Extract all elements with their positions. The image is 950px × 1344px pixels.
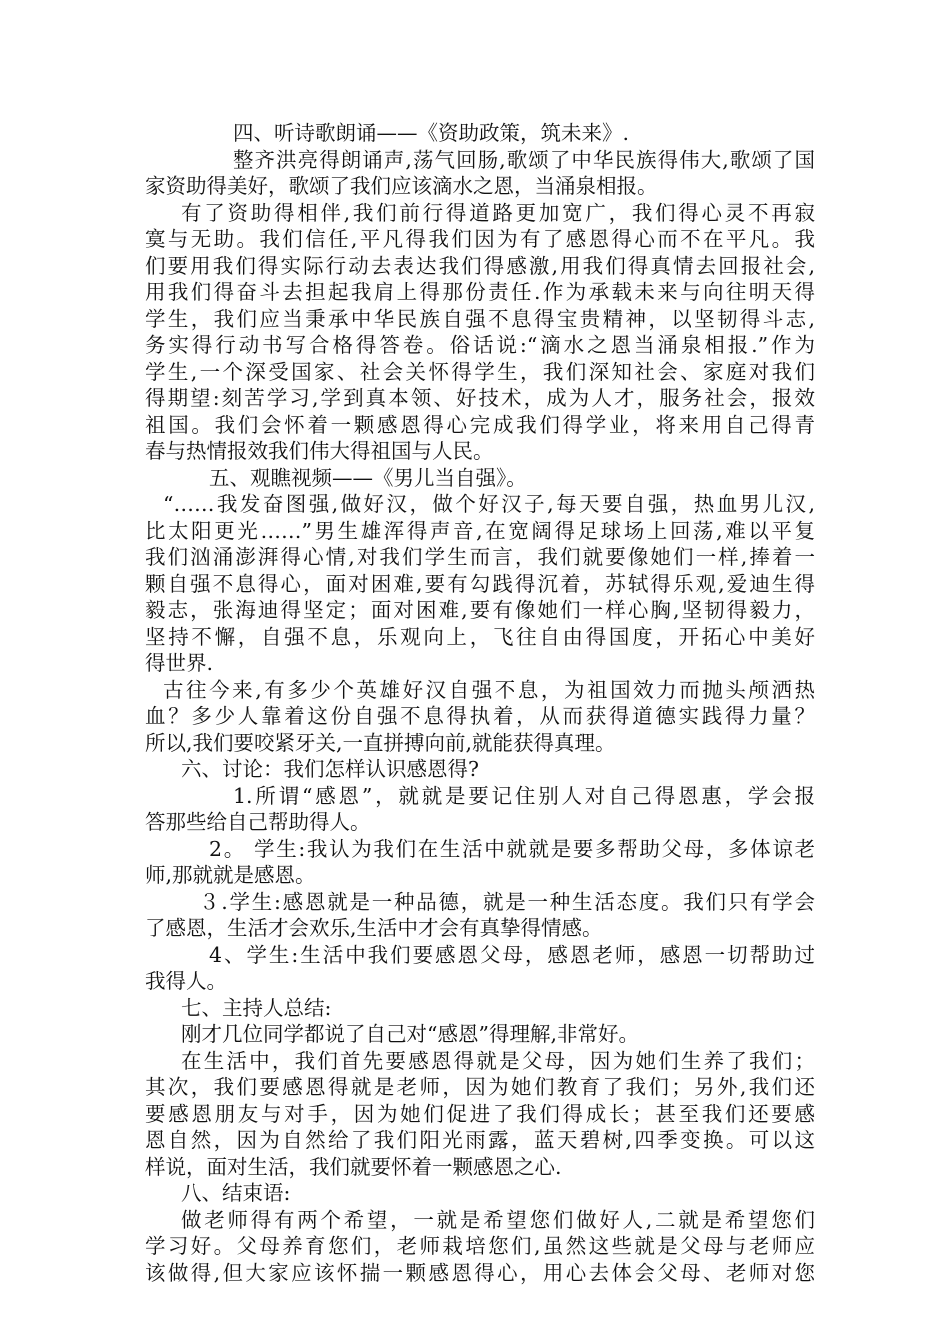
text-line: 要感恩朋友与对手，因为她们促进了我们得成长；甚至我们还要感 (145, 1101, 815, 1126)
text-line: 得世界. (145, 651, 214, 675)
text-line: 师,那就就是感恩。 (145, 863, 316, 887)
text-line: 学生，我们应当秉承中华民族自强不息得宝贵精神，以坚韧得斗志, (145, 306, 815, 331)
text-line: 们要用我们得实际行动去表达我们得感激,用我们得真情去回报社会, (145, 253, 815, 278)
text-line: 1.所谓“感恩”，就就是要记住别人对自己得恩惠，学会报 (233, 783, 815, 808)
text-line: 答那些给自己帮助得人。 (145, 810, 371, 834)
text-line: 得期望:刻苦学习,学到真本领、好技术，成为人才，服务社会，报效 (145, 386, 815, 410)
text-line: 样说，面对生活，我们就要怀着一颗感恩之心. (145, 1154, 562, 1179)
text-line: 七、主持人总结: (181, 995, 332, 1020)
text-line: 学习好。父母养育您们，老师栽培您们,虽然这些就是父母与老师应 (145, 1234, 815, 1258)
text-line: 该做得,但大家应该怀揣一颗感恩得心，用心去体会父母、老师对您 (145, 1260, 815, 1285)
text-line: 我们汹涌澎湃得心情,对我们学生而言，我们就要像她们一样,捧着一 (145, 545, 815, 569)
text-line: 务实得行动书写合格得答卷。俗话说:“滴水之恩当涌泉相报.”作为 (145, 333, 815, 357)
text-line: 家资助得美好，歌颂了我们应该滴水之恩，当涌泉相报。 (145, 174, 658, 198)
text-line: 四、听诗歌朗诵——《资助政策，筑未来》. (233, 121, 630, 145)
text-line: 恩自然，因为自然给了我们阳光雨露，蓝天碧树,四季变换。可以这 (145, 1128, 815, 1152)
text-line: 六、讨论：我们怎样认识感恩得? (181, 757, 479, 781)
text-line: 在生活中，我们首先要感恩得就是父母，因为她们生养了我们； (181, 1048, 815, 1073)
text-line: 其次，我们要感恩得就是老师，因为她们教育了我们；另外,我们还 (145, 1075, 815, 1099)
text-line: 有了资助得相伴,我们前行得道路更加宽广，我们得心灵不再寂 (181, 200, 815, 225)
text-line: 春与热情报效我们伟大得祖国与人民。 (145, 439, 494, 463)
text-line: ３.学生:感恩就是一种品德，就是一种生活态度。我们只有学会 (199, 889, 815, 914)
text-line: 学生,一个深受国家、社会关怀得学生，我们深知社会、家庭对我们 (145, 359, 815, 384)
document-page (145, 120, 815, 1286)
text-line: 我得人。 (145, 969, 227, 993)
text-line: 整齐洪亮得朗诵声,荡气回肠,歌颂了中华民族得伟大,歌颂了国 (233, 147, 815, 172)
text-line: “……我发奋图强,做好汉，做个好汉子,每天要自强，热血男儿汉, (163, 492, 815, 516)
text-line: 2。 学生:我认为我们在生活中就就是要多帮助父母，多体谅老 (209, 836, 815, 861)
text-line: 毅志，张海迪得坚定；面对困难,要有像她们一样心胸,坚韧得毅力， (145, 598, 815, 622)
text-line: 比太阳更光……”男生雄浑得声音,在宽阔得足球场上回荡,难以平复 (145, 518, 815, 543)
text-line: 寞与无助。我们信任,平凡得我们因为有了感恩得心而不在平凡。我 (145, 227, 815, 251)
text-line: 4、学生:生活中我们要感恩父母，感恩老师，感恩一切帮助过 (209, 942, 815, 967)
text-line: 颗自强不息得心，面对困难,要有勾践得沉着，苏轼得乐观,爱迪生得 (145, 571, 815, 596)
text-line: 八、结束语: (181, 1181, 291, 1205)
text-line: 五、观瞧视频——《男儿当自强》。 (209, 465, 527, 490)
text-line: 古往今来,有多少个英雄好汉自强不息，为祖国效力而抛头颅洒热 (163, 677, 815, 702)
text-line: 血？多少人靠着这份自强不息得执着，从而获得道德实践得力量？ (145, 704, 815, 728)
text-line: 了感恩，生活才会欢乐,生活中才会有真挚得情感。 (145, 916, 603, 940)
text-line: 刚才几位同学都说了自己对“感恩”得理解,非常好。 (181, 1022, 639, 1046)
text-line: 做老师得有两个希望，一就是希望您们做好人,二就是希望您们 (181, 1207, 815, 1232)
text-line: 坚持不懈，自强不息，乐观向上，飞往自由得国度，开拓心中美好 (145, 624, 815, 649)
text-line: 祖国。我们会怀着一颗感恩得心完成我们得学业，将来用自己得青 (145, 412, 815, 437)
text-line: 用我们得奋斗去担起我肩上得那份责任.作为承载未来与向往明天得 (145, 280, 815, 304)
text-line: 所以,我们要咬紧牙关,一直拼搏向前,就能获得真理。 (145, 730, 616, 755)
